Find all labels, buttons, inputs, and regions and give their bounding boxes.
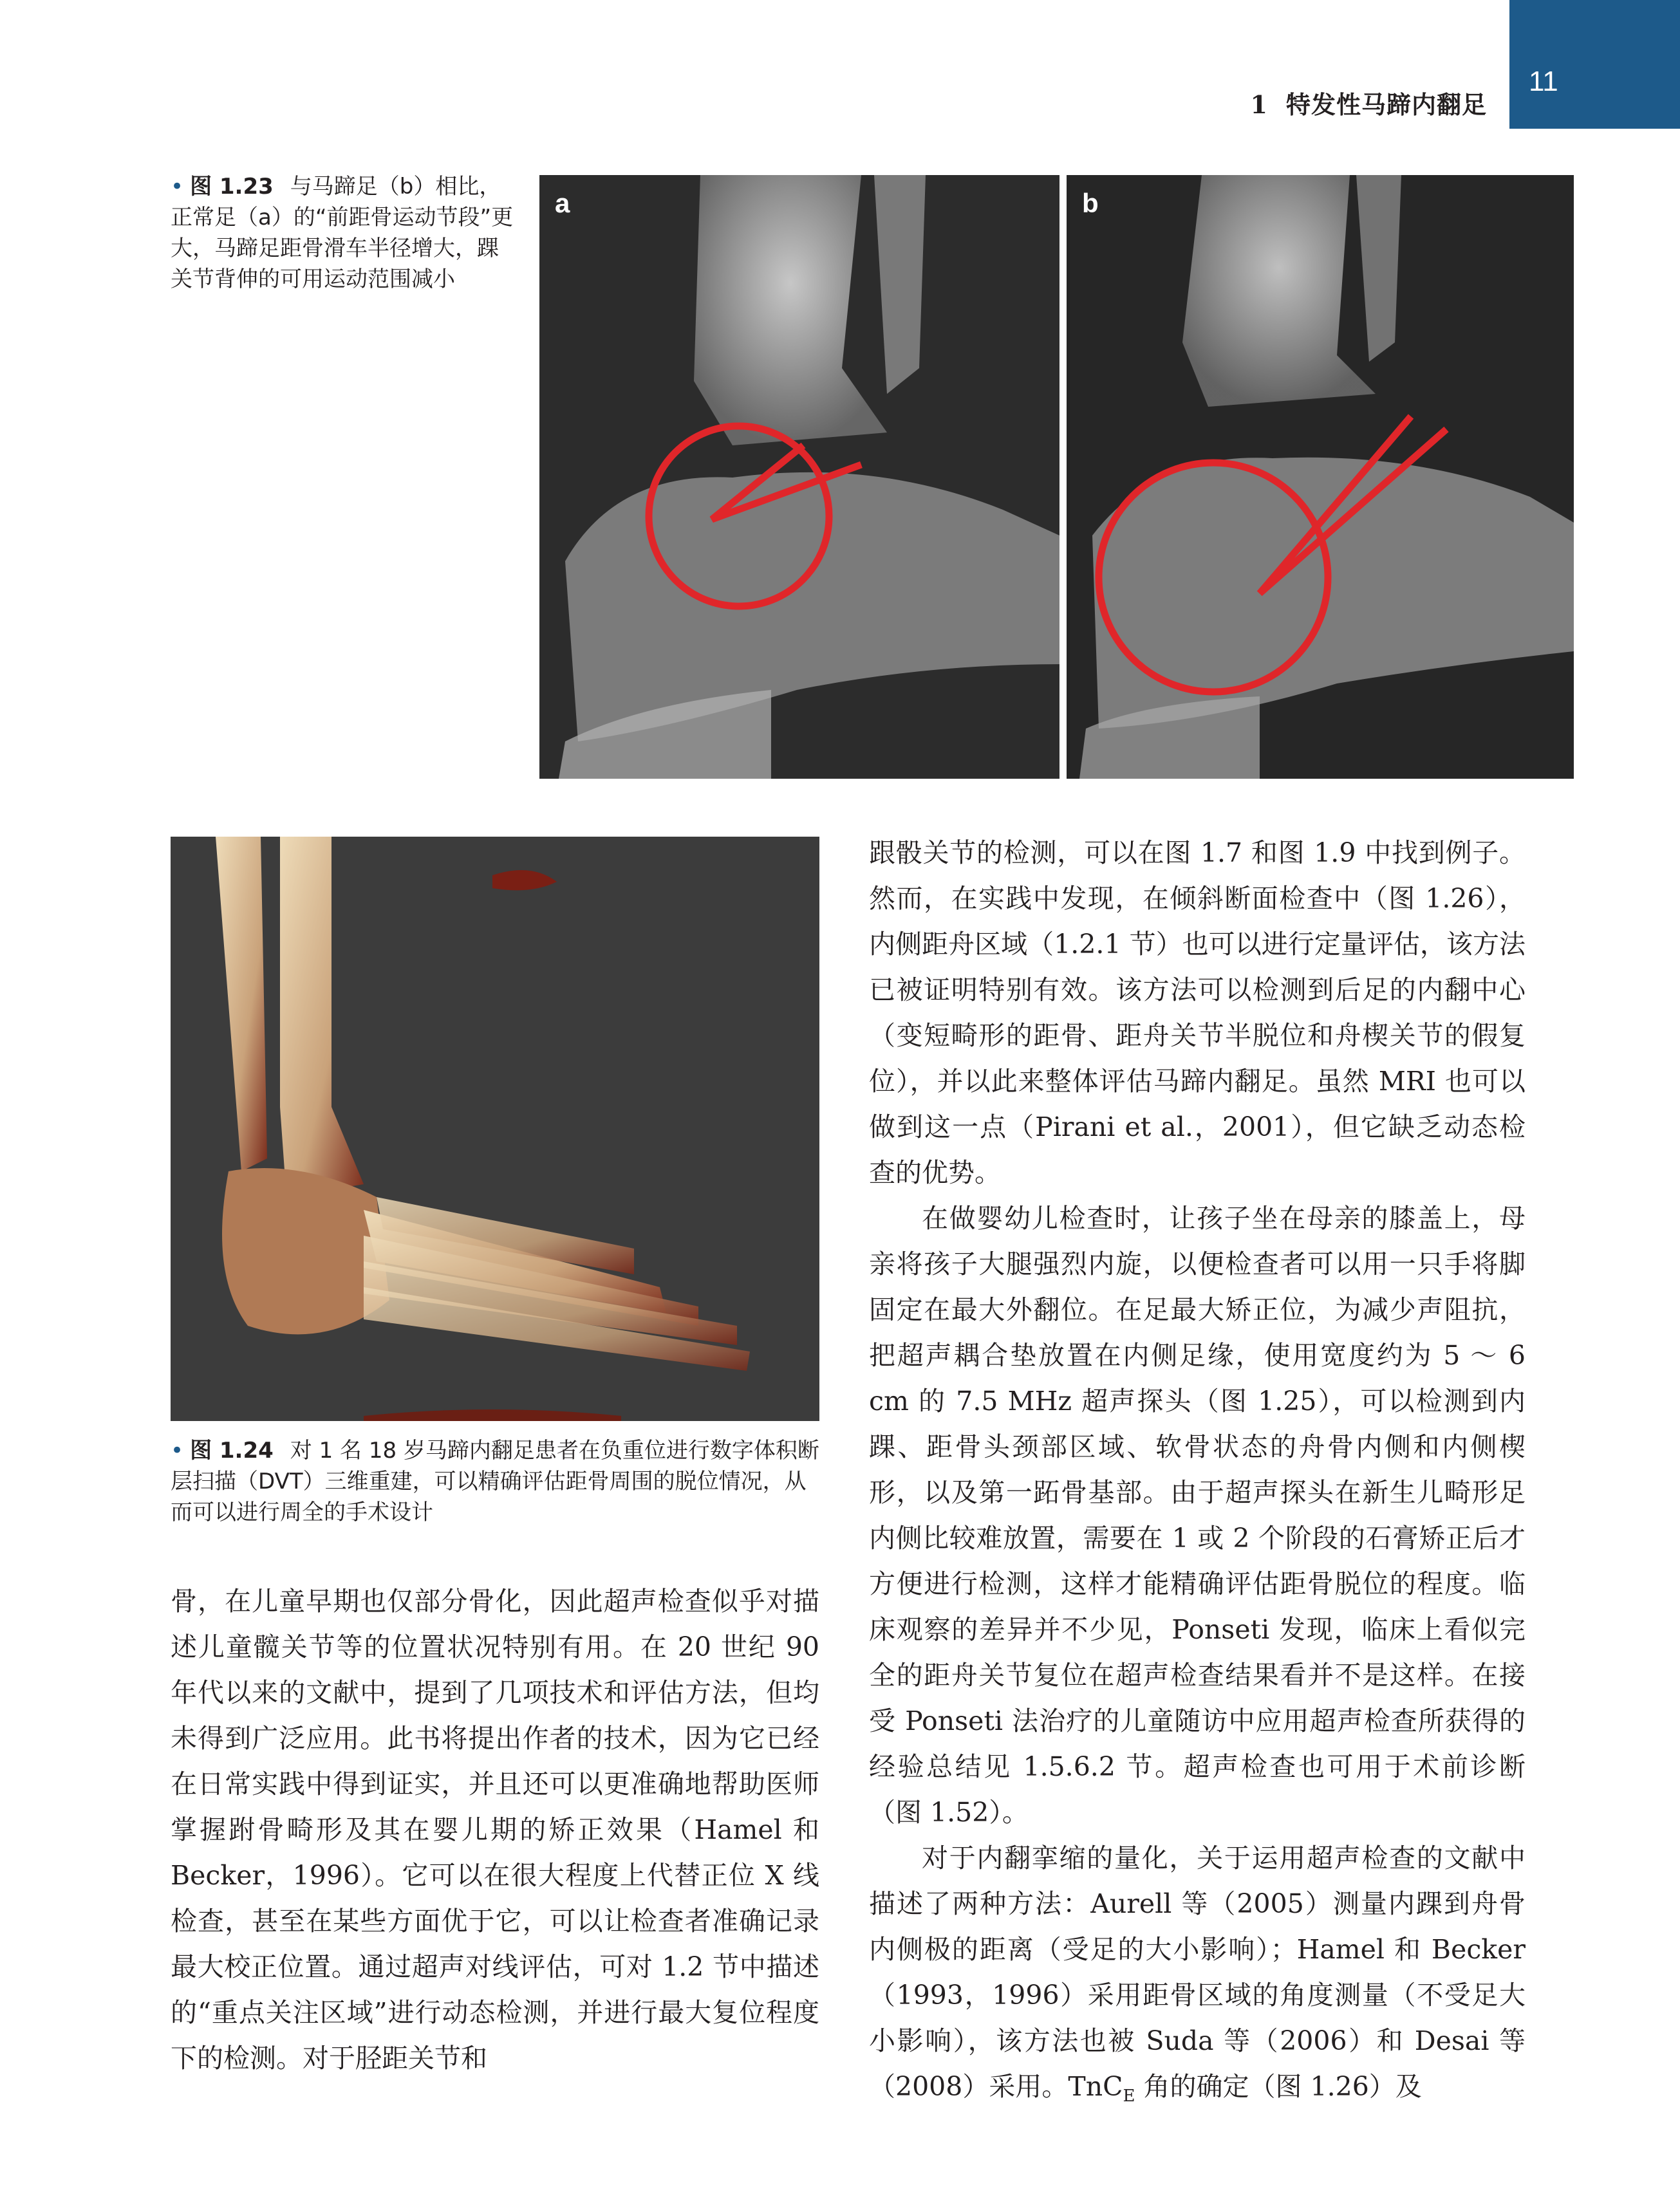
figure-1-23-caption [171, 171, 518, 295]
figure-label: 图 1.23 [190, 174, 274, 200]
page-number: 11 [1529, 66, 1558, 97]
xray-panel-a [539, 175, 1059, 779]
caption-bullet: • [171, 1438, 184, 1464]
panel-b-label: b [1082, 188, 1099, 218]
xray-image-b [1067, 175, 1574, 779]
xray-image-a [539, 175, 1059, 779]
body-paragraph: 跟骰关节的检测，可以在图 1.7 和图 1.9 中找到例子。然而，在实践中发现，在倾斜断面检查中（图 1.26），内侧距舟区域（1.2.1 节）也可以进行定量评估，该方法已被证明特别有效。该方法可以检测到后足的内翻中心（变短畸形的距骨、距舟关节半脱位和舟楔关节的假复位），并以此来整体评估马蹄内翻足。虽然 MRI 也可以做到这一点（Pirani et al.，2001），但它缺乏动态检查的优势。 [869, 837, 1526, 1188]
body-paragraph: 骨，在儿童早期也仅部分骨化，因此超声检查似乎对描述儿童髋关节等的位置状况特别有用。在 20 世纪 90 年代以来的文献中，提到了几项技术和评估方法，但均未得到广泛应用。此书将提出作者的技术，因为它已经在日常实践中得到证实，并且还可以更准确地帮助医师掌握跗骨畸形及其在婴儿期的矫正效果（Hamel 和 Becker，1996）。它可以在很大程度上代替正位 X 线检查，甚至在某些方面优于它，可以让检查者准确记录最大校正位置。通过超声对线评估，可对 1.2 节中描述的“重点关注区域”进行动态检测，并进行最大复位程度下的检测。对于胫距关节和 [171, 1586, 819, 2074]
right-column-text [869, 830, 1526, 2119]
running-header [1251, 85, 1487, 120]
subscript-e: E [1123, 2087, 1135, 2106]
left-column-text [171, 1579, 819, 2081]
caption-bullet: • [171, 174, 184, 200]
ct-foot-render [171, 837, 819, 1421]
paragraph-text-tail: 角的确定（图 1.26）及 [1135, 2071, 1422, 2102]
chapter-title: 特发性马蹄内翻足 [1285, 90, 1487, 119]
xray-panel-b [1067, 175, 1574, 779]
page-number-tab [1509, 0, 1680, 129]
body-paragraph [869, 1836, 1526, 2119]
body-paragraph: 在做婴幼儿检查时，让孩子坐在母亲的膝盖上，母亲将孩子大腿强烈内旋，以便检查者可以用一只手将脚固定在最大外翻位。在足最大矫正位，为减少声阻抗，把超声耦合垫放置在内侧足缘，使用宽度约为 5 ～ 6 cm 的 7.5 MHz 超声探头（图 1.25），可以检测到内踝、距骨头颈部区域、软骨状态的舟骨内侧和内侧楔形，以及第一跖骨基部。由于超声探头在新生儿畸形足内侧比较难放置，需要在 1 或 2 个阶段的石膏矫正后才方便进行检测，这样才能精确评估距骨脱位的程度。临床观察的差异并不少见，Ponseti 发现，临床上看似完全的距舟关节复位在超声检查结果看并不是这样。在接受 Ponseti 法治疗的儿童随访中应用超声检查所获得的经验总结见 1.5.6.2 节。超声检查也可用于术前诊断（图 1.52）。 [869, 1203, 1526, 1828]
chapter-number: 1 [1250, 90, 1268, 119]
paragraph-text: 对于内翻挛缩的量化，关于运用超声检查的文献中描述了两种方法：Aurell 等（2005）测量内踝到舟骨内侧极的距离（受足的大小影响）；Hamel 和 Becker（1993，1996）采用距骨区域的角度测量（不受足大小影响），该方法也被 Suda 等（2006）和 Desai 等（2008）采用。TnC [869, 1843, 1526, 2102]
figure-1-24-caption [171, 1435, 827, 1528]
panel-a-label: a [555, 188, 570, 218]
caption-text: 与马蹄足（b）相比，正常足（a）的“前距骨运动节段”更大，马蹄足距骨滑车半径增大，踝关节背伸的可用运动范围减小 [171, 174, 514, 292]
caption-text: 对 1 名 18 岁马蹄内翻足患者在负重位进行数字体积断层扫描（DVT）三维重建，可以精确评估距骨周围的脱位情况，从而可以进行周全的手术设计 [171, 1438, 819, 1525]
figure-label: 图 1.24 [190, 1438, 274, 1464]
dvt-3d-reconstruction [171, 837, 819, 1421]
